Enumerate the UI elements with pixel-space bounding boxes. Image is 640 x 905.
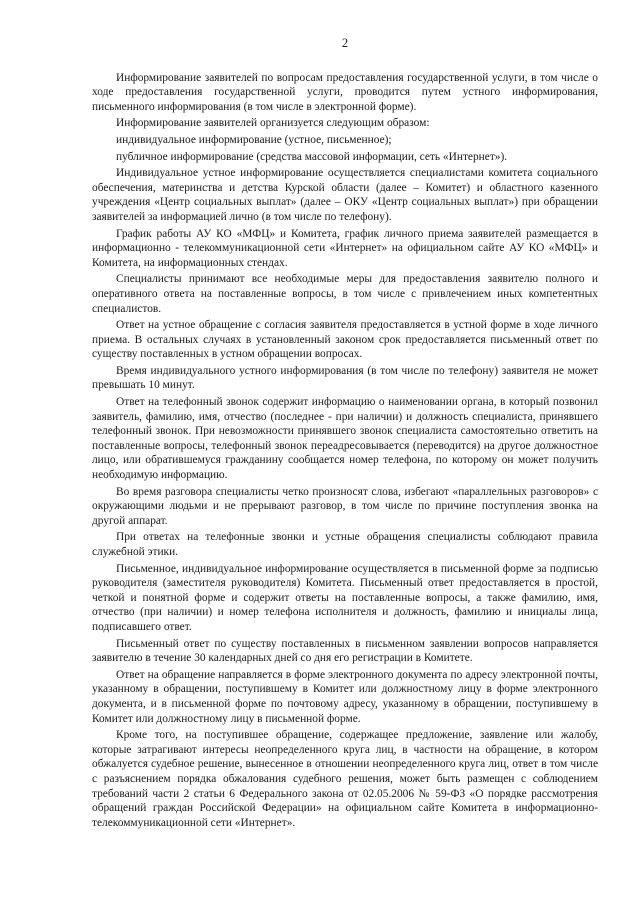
- paragraph-written-informing: Письменное, индивидуальное информирование осуществляется в письменной форме за подписью руководителя (заместителя руководителя) Комитета. Письменный ответ предоставляется в простой, четкой и понятной форме и содержит ответы на поставленные вопросы, а также фамилию, имя, отчество (при наличии) и номер телефона исполнителя и должность, фамилию и инициалы лица, подписавшего ответ.: [92, 562, 598, 633]
- paragraph-informing-methods: Информирование заявителей по вопросам предоставления государственной услуги, в том числе о ходе предоставления государственной услуги, проводится путем устного информирования, письменного информирования (в том числе в электронной форме).: [92, 71, 598, 113]
- paragraph-public-answer: Кроме того, на поступившее обращение, содержащее предложение, заявление или жалобу, которые затрагивают интересы неопределенного круга лиц, в частности на обращение, в котором обжалуется судебное решение, вынесенное в отношении неопределенного круга лиц, ответ в том числе с разъяснением порядка обжалования судебного решения, может быть размещен с соблюдением требований части 2 статьи 6 Федерального закона от 02.05.2006 № 59-ФЗ «О порядке рассмотрения обращений граждан Российской Федерации» на официальном сайте Комитета в информационно-телекоммуникационной сети «Интернет».: [92, 729, 598, 829]
- paragraph-phone-answer: Ответ на телефонный звонок содержит информацию о наименовании органа, в который позвонил заявитель, фамилию, имя, отчество (последнее - при наличии) и должность специалиста, принявшего телефонный звонок. При невозможности принявшего звонок специалиста самостоятельно ответить на поставленные вопросы, телефонный звонок переадресовывается (переводится) на другое должностное лицо, или обратившемуся гражданину сообщается номер телефона, по которому он может получить необходимую информацию.: [92, 396, 598, 482]
- paragraph-oral-informing: Индивидуальное устное информирование осуществляется специалистами комитета социального обеспечения, материнства и детства Курской области (далее – Комитет) и областного казенного учреждения «Центр социальных выплат» (далее – ОКУ «Центр социальных выплат») при обращении заявителей за информацией лично (в том числе по телефону).: [92, 167, 598, 223]
- paragraph-time-limit: Время индивидуального устного информирования (в том числе по телефону) заявителя не может превышать 10 минут.: [92, 364, 598, 392]
- paragraph-conversation: Во время разговора специалисты четко произносят слова, избегают «параллельных разговоров» с окружающими людьми и не прерывают разговор, в том числе по причине поступления звонка на другой аппарат.: [92, 485, 598, 527]
- paragraph-electronic-answer: Ответ на обращение направляется в форме электронного документа по адресу электронной почты, указанному в обращении, поступившему в Комитет или должностному лицу в форме электронного документа, и в письменной форме по почтовому адресу, указанному в обращении, поступившему в Комитет или должностному лицу в письменной форме.: [92, 668, 598, 725]
- paragraph-schedule: График работы АУ КО «МФЦ» и Комитета, график личного приема заявителей размещается в информационно - телекоммуникационной сети «Интернет» на официальном сайте АУ КО «МФЦ» и Комитета, на информационных стендах.: [92, 227, 598, 269]
- paragraph-specialists-measures: Специалисты принимают все необходимые меры для предоставления заявителю полного и оперативного ответа на поставленные вопросы, в том числе с привлечением иных компетентных специалистов.: [92, 273, 598, 315]
- paragraph-individual: индивидуальное информирование (устное, письменное);: [116, 133, 392, 146]
- paragraph-oral-answer: Ответ на устное обращение с согласия заявителя предоставляется в устной форме в ходе личного приема. В остальных случаях в установленный законом срок предоставляется письменный ответ по существу поставленных в устном обращении вопросах.: [92, 319, 598, 361]
- page-number: 2: [341, 36, 349, 50]
- paragraph-written-deadline: Письменный ответ по существу поставленных в письменном заявлении вопросов направляется заявителю в течение 30 календарных дней со дня его регистрации в Комитете.: [92, 637, 598, 665]
- paragraph-ethics: При ответах на телефонные звонки и устные обращения специалисты соблюдают правила служебной этики.: [92, 531, 598, 558]
- paragraph-public: публичное информирование (средства массовой информации, сеть «Интернет»).: [116, 150, 508, 163]
- paragraph-organization: Информирование заявителей организуется следующим образом:: [116, 117, 430, 130]
